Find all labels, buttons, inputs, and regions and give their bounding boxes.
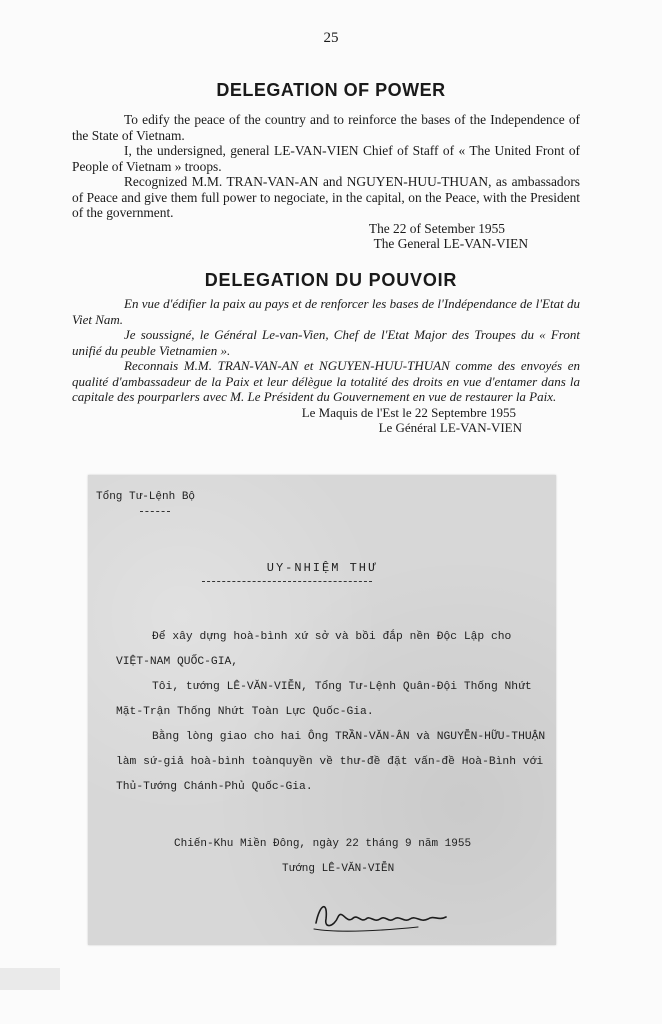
document-paragraph: Bằng lòng giao cho hai Ông TRẦN-VĂN-ÂN và NGUYỄN-HỮU-THUẬN làm sứ-giả hoà-bình toànquyền về thư-đề đặt vấn-đề Hoà-Bình với Thủ-Tướng Chánh-Phủ Quốc-Gia.	[116, 731, 546, 793]
document-signature-name: Tướng LÊ-VĂN-VIỄN	[282, 863, 395, 875]
french-body	[72, 296, 580, 436]
english-signature-line: The General LE-VAN-VIEN	[373, 236, 528, 251]
french-paragraph: Je soussigné, le Général Le-van-Vien, Chef de l'Etat Major des Troupes du « Front unifié du peuble Vietnamien ».	[72, 327, 580, 358]
french-signature-line: Le Général LE-VAN-VIEN	[378, 420, 522, 435]
french-paragraph: En vue d'édifier la paix au pays et de renforcer les bases de l'Indépendance de l'Etat du Viet Nam.	[72, 296, 580, 327]
english-title: DELEGATION OF POWER	[216, 80, 446, 100]
original-document-photo	[88, 475, 556, 945]
title-underline	[202, 581, 372, 582]
document-body	[116, 625, 546, 800]
english-body	[72, 112, 580, 252]
page-number: 25	[323, 30, 339, 46]
handwritten-signature	[308, 893, 458, 937]
french-paragraph: Reconnais M.M. TRAN-VAN-AN et NGUYEN-HUU-THUAN comme des envoyés en qualité d'ambassadeur de la Paix et leur délègue la totalité des droits en vue d'entamer dans la capitale des pourparlers avec M. Le Président du Gouvernement en vue de restaurer la Paix.	[72, 358, 580, 404]
english-date-line: The 22 of Setember 1955	[368, 220, 505, 236]
english-paragraph: Recognized M.M. TRAN-VAN-AN and NGUYEN-HUU-THUAN, as ambassadors of Peace and give them full power to negociate, in the capital, on the Peace, with the President of the government.	[72, 174, 580, 220]
document-closing	[88, 832, 556, 882]
office-underline	[140, 511, 170, 512]
english-paragraph: To edify the peace of the country and to reinforce the bases of the Independence of the State of Vietnam.	[72, 112, 580, 143]
french-title: DELEGATION DU POUVOIR	[204, 270, 458, 290]
french-date-line: Le Maquis de l'Est le 22 Septembre 1955	[301, 404, 516, 420]
document-office-header: Tổng Tư-Lệnh Bộ	[96, 491, 196, 503]
english-paragraph: I, the undersigned, general LE-VAN-VIEN Chief of Staff of « The United Front of People of Vietnam » troops.	[72, 143, 580, 174]
document-date-line: Chiến-Khu Miền Đông, ngày 22 tháng 9 năm 1955	[174, 838, 472, 850]
document-title: UY-NHIỆM THƯ	[266, 561, 378, 575]
document-paragraph: Tôi, tướng LÊ-VĂN-VIỄN, Tổng Tư-Lệnh Quân-Đội Thống Nhứt Mặt-Trận Thống Nhứt Toàn Lực Quốc-Gia.	[116, 681, 532, 718]
scan-margin-shadow	[0, 968, 60, 990]
document-paragraph: Để xây dựng hoà-bình xứ sở và bồi đắp nền Độc Lập cho VIỆT-NAM QUỐC-GIA,	[116, 631, 512, 668]
